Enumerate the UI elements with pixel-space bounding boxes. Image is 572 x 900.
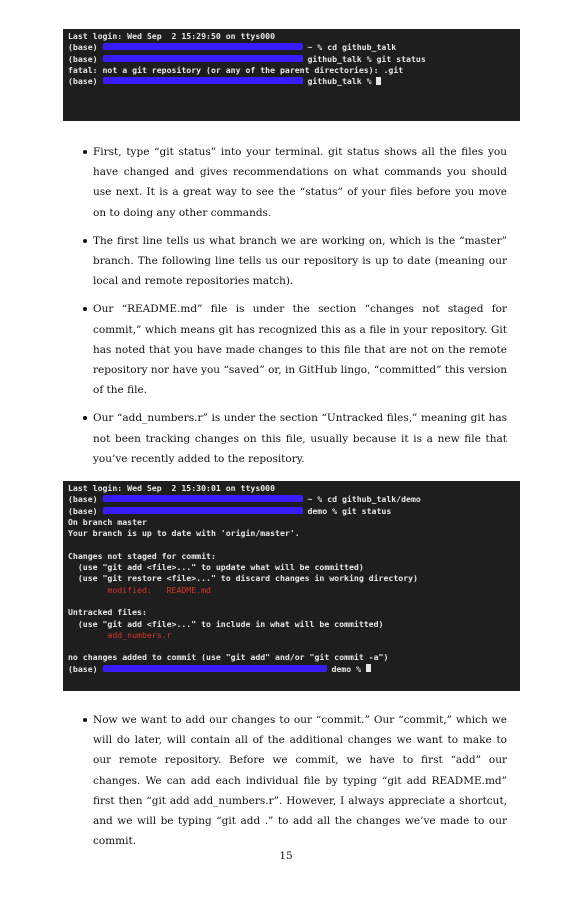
redaction-bar	[103, 77, 303, 84]
section-header-text: Changes not staged for commit:	[68, 550, 216, 561]
terminal-line	[68, 65, 515, 76]
command-text: demo % git status	[302, 505, 392, 516]
terminal-screenshot-1	[63, 29, 520, 121]
bullet-paragraph: First, type “git status” into your terminal. git status shows all the files you have changed and gives recommendations on what commands you should use next. It is a great way to see the “status” of your files before you move on to doing any other commands.	[93, 142, 507, 223]
hint-text: (use "git add <file>..." to include in what will be committed)	[68, 618, 384, 629]
bullet-list-1	[93, 142, 507, 477]
terminal-line	[68, 517, 515, 528]
redaction-bar	[103, 507, 303, 514]
bullet-paragraph: Our “add_numbers.r” is under the section “Untracked files,” meaning git has not been tracking changes on this file, usually because it is a new file that you’ve recently added to the repository.	[93, 408, 507, 469]
terminal-line	[68, 630, 515, 641]
terminal-line	[68, 664, 515, 675]
terminal-screenshot-2	[63, 481, 520, 691]
summary-text: no changes added to commit (use "git add" and/or "git commit -a")	[68, 652, 389, 663]
prompt-text: (base)	[68, 42, 103, 53]
command-text: github_talk %	[302, 76, 377, 87]
terminal-line	[68, 652, 515, 663]
prompt-text: (base)	[68, 663, 103, 674]
cursor-block	[376, 77, 381, 85]
terminal-line	[68, 551, 515, 562]
redaction-bar	[103, 495, 303, 502]
terminal-line-blank	[68, 539, 515, 550]
command-text: github_talk % git status	[302, 53, 426, 64]
terminal-line	[68, 506, 515, 517]
terminal-line-blank	[68, 641, 515, 652]
redaction-bar	[103, 55, 303, 62]
terminal-line	[68, 585, 515, 596]
untracked-file-text: add_numbers.r	[68, 629, 172, 640]
terminal-line	[68, 619, 515, 630]
branch-text: On branch master	[68, 516, 147, 527]
bullet-list-2	[93, 710, 507, 859]
command-text: demo %	[326, 663, 366, 674]
terminal-line	[68, 528, 515, 539]
modified-file-text: modified: README.md	[68, 584, 211, 595]
terminal-line	[68, 494, 515, 505]
terminal-line-blank	[68, 596, 515, 607]
login-text: Last login: Wed Sep 2 15:29:50 on ttys000	[68, 31, 276, 41]
redaction-bar	[103, 43, 303, 50]
command-text: ~ % cd github_talk	[302, 42, 397, 53]
terminal-line	[68, 607, 515, 618]
hint-text: (use "git add <file>..." to update what will be committed)	[68, 562, 364, 573]
bullet-paragraph: Our “README.md” file is under the section “changes not staged for commit,” which means git has recognized this as a file in your repository. Git has noted that you have made changes to this file that are not on the remote repository nor have you “saved” or, in GitHub lingo, “committed” this version of the file.	[93, 299, 507, 400]
hint-text: (use "git restore <file>..." to discard changes in working directory)	[68, 573, 418, 584]
prompt-text: (base)	[68, 505, 103, 516]
terminal-line	[68, 31, 515, 42]
terminal-line	[68, 562, 515, 573]
prompt-text: (base)	[68, 494, 103, 505]
terminal-line	[68, 54, 515, 65]
terminal-line	[68, 483, 515, 494]
login-text: Last login: Wed Sep 2 15:30:01 on ttys000	[68, 483, 276, 493]
section-header-text: Untracked files:	[68, 607, 147, 618]
error-text: fatal: not a git repository (or any of the parent directories): .git	[68, 64, 404, 75]
page-number: 15	[279, 850, 293, 862]
command-text: ~ % cd github_talk/demo	[302, 494, 421, 505]
terminal-line	[68, 76, 515, 87]
bullet-paragraph: The first line tells us what branch we are working on, which is the “master” branch. The following line tells us our repository is up to date (meaning our local and remote repositories match).	[93, 231, 507, 292]
status-text: Your branch is up to date with 'origin/master'.	[68, 528, 300, 539]
prompt-text: (base)	[68, 53, 103, 64]
prompt-text: (base)	[68, 76, 103, 87]
cursor-block	[366, 664, 371, 672]
redaction-bar	[103, 665, 327, 672]
terminal-line	[68, 42, 515, 53]
bullet-paragraph: Now we want to add our changes to our “commit.” Our “commit,” which we will do later, will contain all of the additional changes we want to make to our remote repository. Before we commit, we have to first “add” our changes. We can add each individual file by typing “git add README.md” first then “git add add_numbers.r”. However, I always appreciate a shortcut, and we will be typing “git add .” to add all the changes we’ve made to our commit.	[93, 710, 507, 851]
terminal-line	[68, 573, 515, 584]
